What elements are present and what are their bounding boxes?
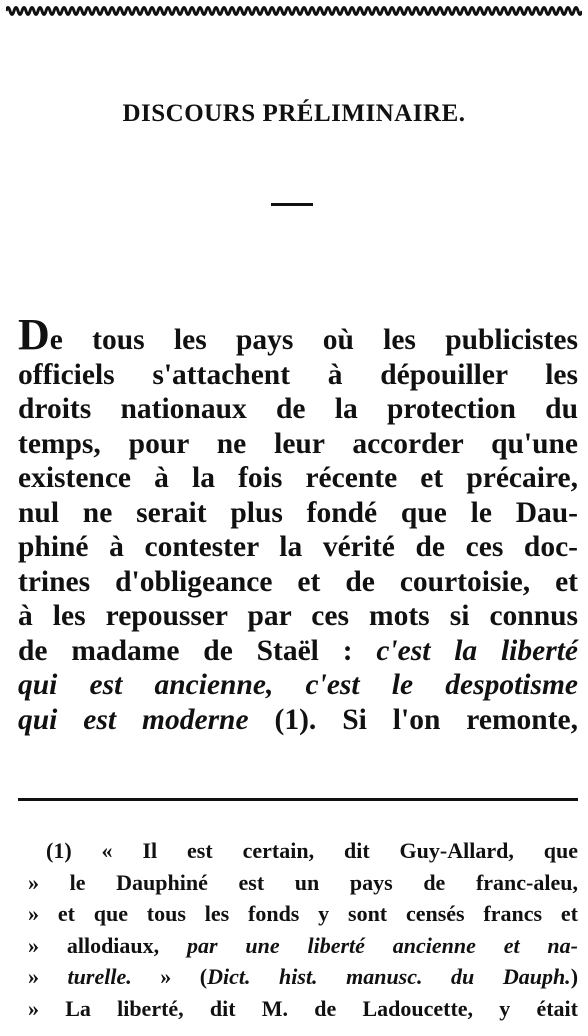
body-line	[18, 565, 578, 600]
body-line-text: nul ne serait plus fondé que le Dau-	[18, 496, 578, 529]
body-line-text: trines d'obligeance et de courtoisie, et	[18, 565, 578, 598]
footnotes	[18, 835, 578, 1024]
footnote-line	[18, 930, 578, 962]
body-line-italic: qui est moderne	[18, 703, 249, 736]
body-line	[18, 530, 578, 565]
title-rule	[271, 203, 313, 206]
footnote-text: » allodiaux,	[28, 932, 187, 958]
footnote-text: » et que tous les fonds y sont censés francs et	[28, 901, 578, 926]
ornament-border	[6, 2, 582, 20]
drop-cap: D	[18, 310, 50, 359]
body-line	[18, 703, 578, 738]
footnote-line	[18, 835, 578, 867]
body-line-text: existence à la fois récente et précaire,	[18, 462, 578, 494]
body-line-italic: qui est ancienne, c'est le despotisme	[18, 669, 578, 701]
footnote-text: » (	[131, 964, 208, 989]
body-line-text: temps, pour ne leur accorder qu'une	[18, 427, 578, 460]
body-line	[18, 496, 578, 531]
body-line	[18, 461, 578, 496]
page-title: DISCOURS PRÉLIMINAIRE.	[122, 100, 466, 127]
footnote-italic: par une liberté ancienne et na-	[187, 932, 578, 958]
body-line-text: (1). Si l'on remonte,	[248, 703, 578, 736]
body-line-text: de madame de Staël :	[18, 634, 377, 667]
main-paragraph	[18, 310, 578, 737]
footnote-line	[18, 898, 578, 930]
footnote-text: (1) « Il est certain, dit Guy-Allard, que	[46, 838, 578, 863]
body-line-text: droits nationaux de la protection du	[18, 393, 578, 425]
footnote-italic: Dict. hist. manusc. du Dauph.	[207, 964, 571, 989]
body-line	[18, 668, 578, 703]
body-line-text: à les repousser par ces mots si connus	[18, 600, 578, 632]
footnote-text: )	[570, 964, 579, 989]
footnote-line	[18, 961, 578, 993]
footnote-text: » La liberté, dit M. de Ladoucette, y était	[28, 995, 578, 1021]
body-line	[18, 427, 578, 462]
footnote-italic: turelle.	[67, 964, 132, 989]
footnote-text: » le Dauphiné est un pays de franc-aleu,	[28, 869, 578, 895]
body-line-text: e tous les pays où les publicistes	[49, 324, 578, 356]
body-line-text: officiels s'attachent à dépouiller les	[18, 358, 578, 391]
body-line	[18, 634, 578, 669]
body-line-italic: c'est la liberté	[376, 634, 578, 667]
footnote-line	[18, 867, 578, 899]
body-line	[18, 358, 578, 393]
footnote-rule	[18, 798, 578, 801]
body-line	[18, 310, 578, 359]
footnote-text: »	[28, 964, 68, 989]
body-line	[18, 392, 578, 427]
body-line-text: phiné à contester la vérité de ces doc-	[18, 531, 578, 563]
body-line	[18, 599, 578, 634]
footnote-line	[18, 993, 578, 1025]
